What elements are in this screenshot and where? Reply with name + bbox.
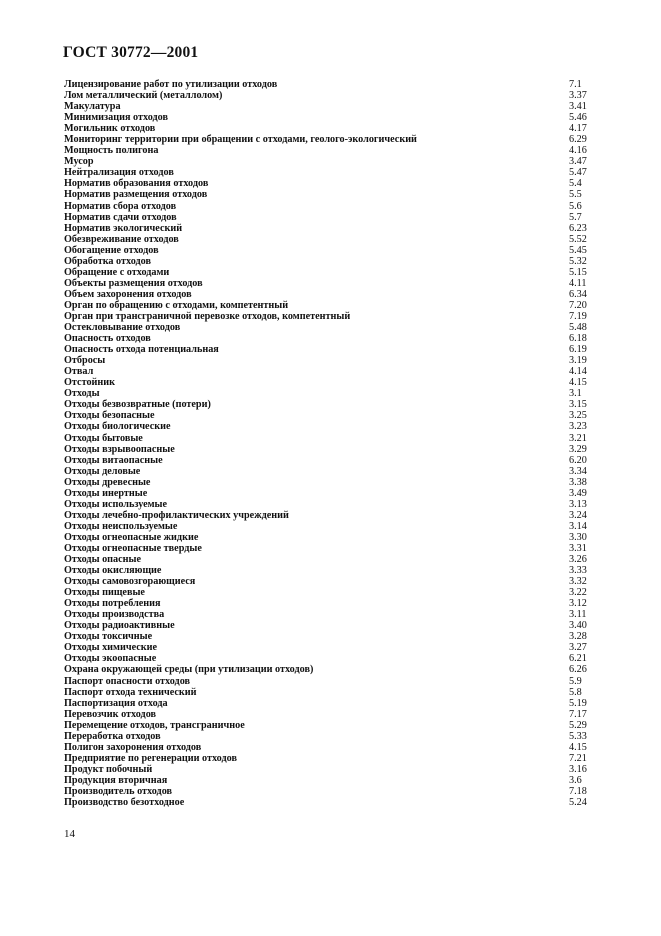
index-reference: 5.4 bbox=[569, 178, 582, 190]
index-reference: 5.48 bbox=[569, 322, 587, 334]
index-reference: 7.20 bbox=[569, 299, 587, 311]
index-term: Минимизация отходов bbox=[64, 112, 168, 124]
index-term: Норматив сдачи отходов bbox=[64, 211, 177, 223]
index-reference: 3.38 bbox=[569, 476, 587, 488]
index-entry bbox=[64, 786, 594, 797]
index-entry bbox=[64, 521, 594, 532]
index-reference: 3.22 bbox=[569, 587, 587, 599]
index-term: Перевозчик отходов bbox=[64, 708, 157, 720]
index-entry bbox=[64, 79, 594, 90]
index-entry bbox=[64, 355, 594, 366]
index-term: Предприятие по регенерации отходов bbox=[64, 752, 237, 764]
index-term: Отходы безвозвратные (потери) bbox=[64, 399, 211, 411]
index-reference: 3.21 bbox=[569, 432, 587, 444]
index-term: Объекты размещения отходов bbox=[64, 277, 203, 289]
index-entry bbox=[64, 278, 594, 289]
index-reference: 5.33 bbox=[569, 730, 587, 742]
index-entry bbox=[64, 510, 594, 521]
index-term: Отходы экоопасные bbox=[64, 653, 157, 665]
index-reference: 5.19 bbox=[569, 697, 587, 709]
index-reference: 3.16 bbox=[569, 763, 587, 775]
index-reference: 6.23 bbox=[569, 222, 587, 234]
index-reference: 5.6 bbox=[569, 200, 582, 212]
index-reference: 3.28 bbox=[569, 631, 587, 643]
index-reference: 3.29 bbox=[569, 443, 587, 455]
index-term: Отходы опасные bbox=[64, 554, 142, 566]
index-reference: 5.15 bbox=[569, 266, 587, 278]
index-reference: 7.19 bbox=[569, 310, 587, 322]
index-term: Отходы производства bbox=[64, 609, 165, 621]
index-entry bbox=[64, 775, 594, 786]
index-term: Опасность отходов bbox=[64, 333, 151, 345]
index-entry bbox=[64, 410, 594, 421]
index-entry bbox=[64, 267, 594, 278]
index-term: Отходы токсичные bbox=[64, 631, 153, 643]
index-entry bbox=[64, 112, 594, 123]
index-term: Отходы инертные bbox=[64, 487, 148, 499]
index-term: Отходы бытовые bbox=[64, 432, 143, 444]
index-reference: 6.29 bbox=[569, 134, 587, 146]
index-term: Норматив образования отходов bbox=[64, 178, 209, 190]
index-entry bbox=[64, 101, 594, 112]
index-term: Переработка отходов bbox=[64, 730, 161, 742]
index-entry bbox=[64, 178, 594, 189]
index-entry bbox=[64, 377, 594, 388]
index-entry bbox=[64, 698, 594, 709]
index-entry bbox=[64, 311, 594, 322]
index-entry bbox=[64, 444, 594, 455]
index-reference: 5.8 bbox=[569, 686, 582, 698]
index-term: Паспортизация отхода bbox=[64, 697, 168, 709]
term-index-list bbox=[64, 79, 594, 808]
index-entry bbox=[64, 90, 594, 101]
index-entry bbox=[64, 554, 594, 565]
index-reference: 5.52 bbox=[569, 233, 587, 245]
index-entry bbox=[64, 123, 594, 134]
index-term: Мусор bbox=[64, 156, 94, 168]
index-reference: 5.9 bbox=[569, 675, 582, 687]
index-entry bbox=[64, 642, 594, 653]
index-entry bbox=[64, 223, 594, 234]
index-entry bbox=[64, 709, 594, 720]
index-entry bbox=[64, 145, 594, 156]
index-entry bbox=[64, 245, 594, 256]
index-entry bbox=[64, 631, 594, 642]
index-term: Отходы потребления bbox=[64, 598, 161, 610]
index-entry bbox=[64, 388, 594, 399]
index-entry bbox=[64, 488, 594, 499]
index-reference: 5.47 bbox=[569, 167, 587, 179]
index-term: Отвал bbox=[64, 366, 94, 378]
index-term: Охрана окружающей среды (при утилизации отходов) bbox=[64, 664, 314, 676]
index-entry bbox=[64, 466, 594, 477]
index-entry bbox=[64, 676, 594, 687]
index-entry bbox=[64, 565, 594, 576]
index-term: Перемещение отходов, трансграничное bbox=[64, 719, 245, 731]
page-number: 14 bbox=[64, 828, 75, 840]
index-term: Отходы bbox=[64, 388, 100, 400]
index-reference: 5.46 bbox=[569, 112, 587, 124]
index-term: Орган по обращению с отходами, компетентный bbox=[64, 299, 289, 311]
index-reference: 3.15 bbox=[569, 399, 587, 411]
index-entry bbox=[64, 289, 594, 300]
index-term: Продукция вторичная bbox=[64, 774, 168, 786]
index-reference: 4.16 bbox=[569, 145, 587, 157]
index-term: Норматив сбора отходов bbox=[64, 200, 177, 212]
index-entry bbox=[64, 598, 594, 609]
index-term: Лицензирование работ по утилизации отходов bbox=[64, 79, 278, 90]
index-reference: 3.12 bbox=[569, 598, 587, 610]
index-reference: 7.21 bbox=[569, 752, 587, 764]
index-term: Обезвреживание отходов bbox=[64, 233, 179, 245]
index-term: Обогащение отходов bbox=[64, 244, 159, 256]
index-term: Отходы взрывоопасные bbox=[64, 443, 175, 455]
index-reference: 3.26 bbox=[569, 554, 587, 566]
index-reference: 6.19 bbox=[569, 344, 587, 356]
index-term: Лом металлический (металлолом) bbox=[64, 90, 223, 102]
index-term: Отходы витаопасные bbox=[64, 454, 163, 466]
index-term: Полигон захоронения отходов bbox=[64, 741, 202, 753]
index-term: Паспорт отхода технический bbox=[64, 686, 197, 698]
index-reference: 4.15 bbox=[569, 741, 587, 753]
index-entry bbox=[64, 256, 594, 267]
index-reference: 4.15 bbox=[569, 377, 587, 389]
index-term: Опасность отхода потенциальная bbox=[64, 344, 219, 356]
document-header: ГОСТ 30772—2001 bbox=[63, 44, 199, 61]
index-term: Орган при трансграничной перевозке отходов, компетентный bbox=[64, 310, 351, 322]
index-entry bbox=[64, 333, 594, 344]
index-entry bbox=[64, 134, 594, 145]
index-entry bbox=[64, 753, 594, 764]
index-reference: 3.41 bbox=[569, 101, 587, 113]
index-entry bbox=[64, 421, 594, 432]
index-term: Объем захоронения отходов bbox=[64, 288, 192, 300]
index-reference: 5.24 bbox=[569, 797, 587, 809]
index-entry bbox=[64, 201, 594, 212]
index-reference: 4.14 bbox=[569, 366, 587, 378]
index-term: Отходы окисляющие bbox=[64, 565, 162, 577]
index-entry bbox=[64, 212, 594, 223]
index-reference: 3.33 bbox=[569, 565, 587, 577]
index-reference: 3.14 bbox=[569, 520, 587, 532]
index-reference: 3.13 bbox=[569, 498, 587, 510]
index-entry bbox=[64, 587, 594, 598]
index-entry bbox=[64, 731, 594, 742]
index-entry bbox=[64, 620, 594, 631]
index-entry bbox=[64, 609, 594, 620]
index-term: Обработка отходов bbox=[64, 255, 152, 267]
index-entry bbox=[64, 543, 594, 554]
index-reference: 3.6 bbox=[569, 774, 582, 786]
index-term: Паспорт опасности отходов bbox=[64, 675, 191, 687]
index-reference: 6.34 bbox=[569, 288, 587, 300]
index-term: Производитель отходов bbox=[64, 786, 173, 797]
index-term: Отходы самовозгорающиеся bbox=[64, 576, 196, 588]
index-reference: 3.19 bbox=[569, 355, 587, 367]
index-term: Норматив экологический bbox=[64, 222, 183, 234]
index-reference: 5.5 bbox=[569, 189, 582, 201]
index-entry bbox=[64, 156, 594, 167]
index-term: Норматив размещения отходов bbox=[64, 189, 208, 201]
index-entry bbox=[64, 189, 594, 200]
index-term: Производство безотходное bbox=[64, 797, 185, 809]
index-term: Отходы деловые bbox=[64, 465, 141, 477]
index-reference: 4.17 bbox=[569, 123, 587, 135]
index-reference: 3.47 bbox=[569, 156, 587, 168]
index-term: Отходы огнеопасные твердые bbox=[64, 542, 202, 554]
index-term: Мощность полигона bbox=[64, 145, 159, 157]
index-term: Остекловывание отходов bbox=[64, 322, 181, 334]
index-term: Отходы пищевые bbox=[64, 587, 145, 599]
index-entry bbox=[64, 499, 594, 510]
index-entry bbox=[64, 234, 594, 245]
index-reference: 5.45 bbox=[569, 244, 587, 256]
index-reference: 3.40 bbox=[569, 620, 587, 632]
index-reference: 3.27 bbox=[569, 642, 587, 654]
index-reference: 6.21 bbox=[569, 653, 587, 665]
index-term: Отходы радиоактивные bbox=[64, 620, 175, 632]
index-reference: 5.29 bbox=[569, 719, 587, 731]
index-reference: 6.18 bbox=[569, 333, 587, 345]
index-reference: 7.1 bbox=[569, 79, 582, 90]
index-term: Отходы древесные bbox=[64, 476, 151, 488]
index-term: Отходы химические bbox=[64, 642, 158, 654]
index-reference: 5.7 bbox=[569, 211, 582, 223]
index-reference: 3.37 bbox=[569, 90, 587, 102]
index-entry bbox=[64, 167, 594, 178]
index-entry bbox=[64, 742, 594, 753]
index-reference: 6.20 bbox=[569, 454, 587, 466]
index-entry bbox=[64, 720, 594, 731]
index-entry bbox=[64, 477, 594, 488]
index-term: Отстойник bbox=[64, 377, 116, 389]
index-entry bbox=[64, 399, 594, 410]
index-term: Отбросы bbox=[64, 355, 106, 367]
index-entry bbox=[64, 687, 594, 698]
index-entry bbox=[64, 532, 594, 543]
index-reference: 4.11 bbox=[569, 277, 587, 289]
index-reference: 3.1 bbox=[569, 388, 582, 400]
index-term: Отходы огнеопасные жидкие bbox=[64, 531, 199, 543]
index-reference: 3.24 bbox=[569, 509, 587, 521]
index-reference: 6.26 bbox=[569, 664, 587, 676]
index-term: Нейтрализация отходов bbox=[64, 167, 174, 179]
index-term: Могильник отходов bbox=[64, 123, 156, 135]
index-entry bbox=[64, 344, 594, 355]
index-term: Отходы неиспользуемые bbox=[64, 520, 178, 532]
index-reference: 3.34 bbox=[569, 465, 587, 477]
index-entry bbox=[64, 455, 594, 466]
index-reference: 5.32 bbox=[569, 255, 587, 267]
index-entry bbox=[64, 797, 594, 808]
index-entry bbox=[64, 764, 594, 775]
index-entry bbox=[64, 322, 594, 333]
index-reference: 3.31 bbox=[569, 542, 587, 554]
index-reference: 3.49 bbox=[569, 487, 587, 499]
index-reference: 7.17 bbox=[569, 708, 587, 720]
index-term: Мониторинг территории при обращении с отходами, геолого-экологический bbox=[64, 134, 417, 146]
index-term: Продукт побочный bbox=[64, 763, 153, 775]
index-term: Отходы биологические bbox=[64, 421, 171, 433]
index-entry bbox=[64, 433, 594, 444]
index-entry bbox=[64, 576, 594, 587]
index-reference: 3.23 bbox=[569, 421, 587, 433]
index-reference: 3.30 bbox=[569, 531, 587, 543]
index-term: Отходы безопасные bbox=[64, 410, 155, 422]
index-entry bbox=[64, 664, 594, 675]
index-term: Отходы используемые bbox=[64, 498, 168, 510]
index-reference: 3.25 bbox=[569, 410, 587, 422]
index-term: Отходы лечебно-профилактических учреждений bbox=[64, 509, 289, 521]
index-term: Обращение с отходами bbox=[64, 266, 170, 278]
index-reference: 7.18 bbox=[569, 786, 587, 797]
index-entry bbox=[64, 300, 594, 311]
index-reference: 3.11 bbox=[569, 609, 587, 621]
index-entry bbox=[64, 653, 594, 664]
index-reference: 3.32 bbox=[569, 576, 587, 588]
index-entry bbox=[64, 366, 594, 377]
index-term: Макулатура bbox=[64, 101, 121, 113]
